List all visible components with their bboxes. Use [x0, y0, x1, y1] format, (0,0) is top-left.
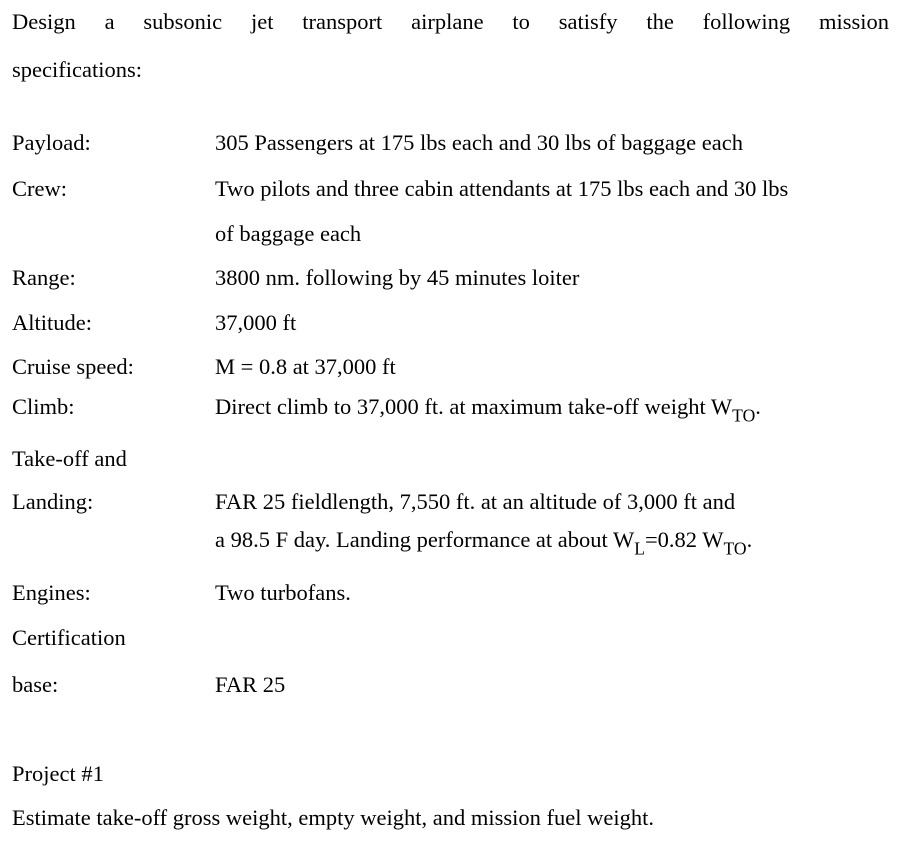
- payload-value: 305 Passengers at 175 lbs each and 30 lbs of baggage each: [215, 130, 743, 155]
- takeoff-value-line-2-suffix: .: [746, 527, 753, 552]
- range-value: 3800 nm. following by 45 minutes loiter: [215, 265, 580, 290]
- cruise-speed-label: Cruise speed:: [12, 354, 134, 379]
- takeoff-weight-subscript: TO: [723, 538, 747, 559]
- crew-value-line-1: Two pilots and three cabin attendants at 175 lbs each and 30 lbs: [215, 176, 789, 201]
- climb-value-subscript: TO: [732, 405, 756, 426]
- project-title: Project #1: [12, 761, 104, 786]
- certification-label-line-1: Certification: [12, 625, 126, 650]
- takeoff-value-line-2: [215, 527, 753, 559]
- cruise-speed-value: M = 0.8 at 37,000 ft: [215, 354, 396, 379]
- payload-label: Payload:: [12, 130, 91, 155]
- takeoff-value-line-1: FAR 25 fieldlength, 7,550 ft. at an altitude of 3,000 ft and: [215, 489, 736, 514]
- climb-label: Climb:: [12, 394, 75, 419]
- landing-weight-subscript: L: [634, 538, 645, 559]
- certification-value: FAR 25: [215, 672, 286, 697]
- takeoff-label-line-1: Take-off and: [12, 446, 127, 471]
- range-label: Range:: [12, 265, 76, 290]
- climb-value-suffix: .: [755, 394, 761, 419]
- crew-label: Crew:: [12, 176, 67, 201]
- climb-value-text: Direct climb to 37,000 ft. at maximum take-off weight W: [215, 394, 733, 419]
- climb-value: [215, 394, 761, 426]
- takeoff-label-line-2: Landing:: [12, 489, 94, 514]
- intro-line-1: Design a subsonic jet transport airplane to satisfy the following mission: [12, 9, 889, 34]
- certification-label-line-2: base:: [12, 672, 59, 697]
- engines-value: Two turbofans.: [215, 580, 351, 605]
- engines-label: Engines:: [12, 580, 91, 605]
- project-task: Estimate take-off gross weight, empty weight, and mission fuel weight.: [12, 805, 654, 830]
- intro-line-2: specifications:: [12, 57, 142, 82]
- altitude-label: Altitude:: [12, 310, 92, 335]
- crew-value-line-2: of baggage each: [215, 221, 362, 246]
- takeoff-value-line-2-text: a 98.5 F day. Landing performance at about W: [215, 527, 635, 552]
- takeoff-value-line-2-mid: =0.82 W: [644, 527, 724, 552]
- altitude-value: 37,000 ft: [215, 310, 297, 335]
